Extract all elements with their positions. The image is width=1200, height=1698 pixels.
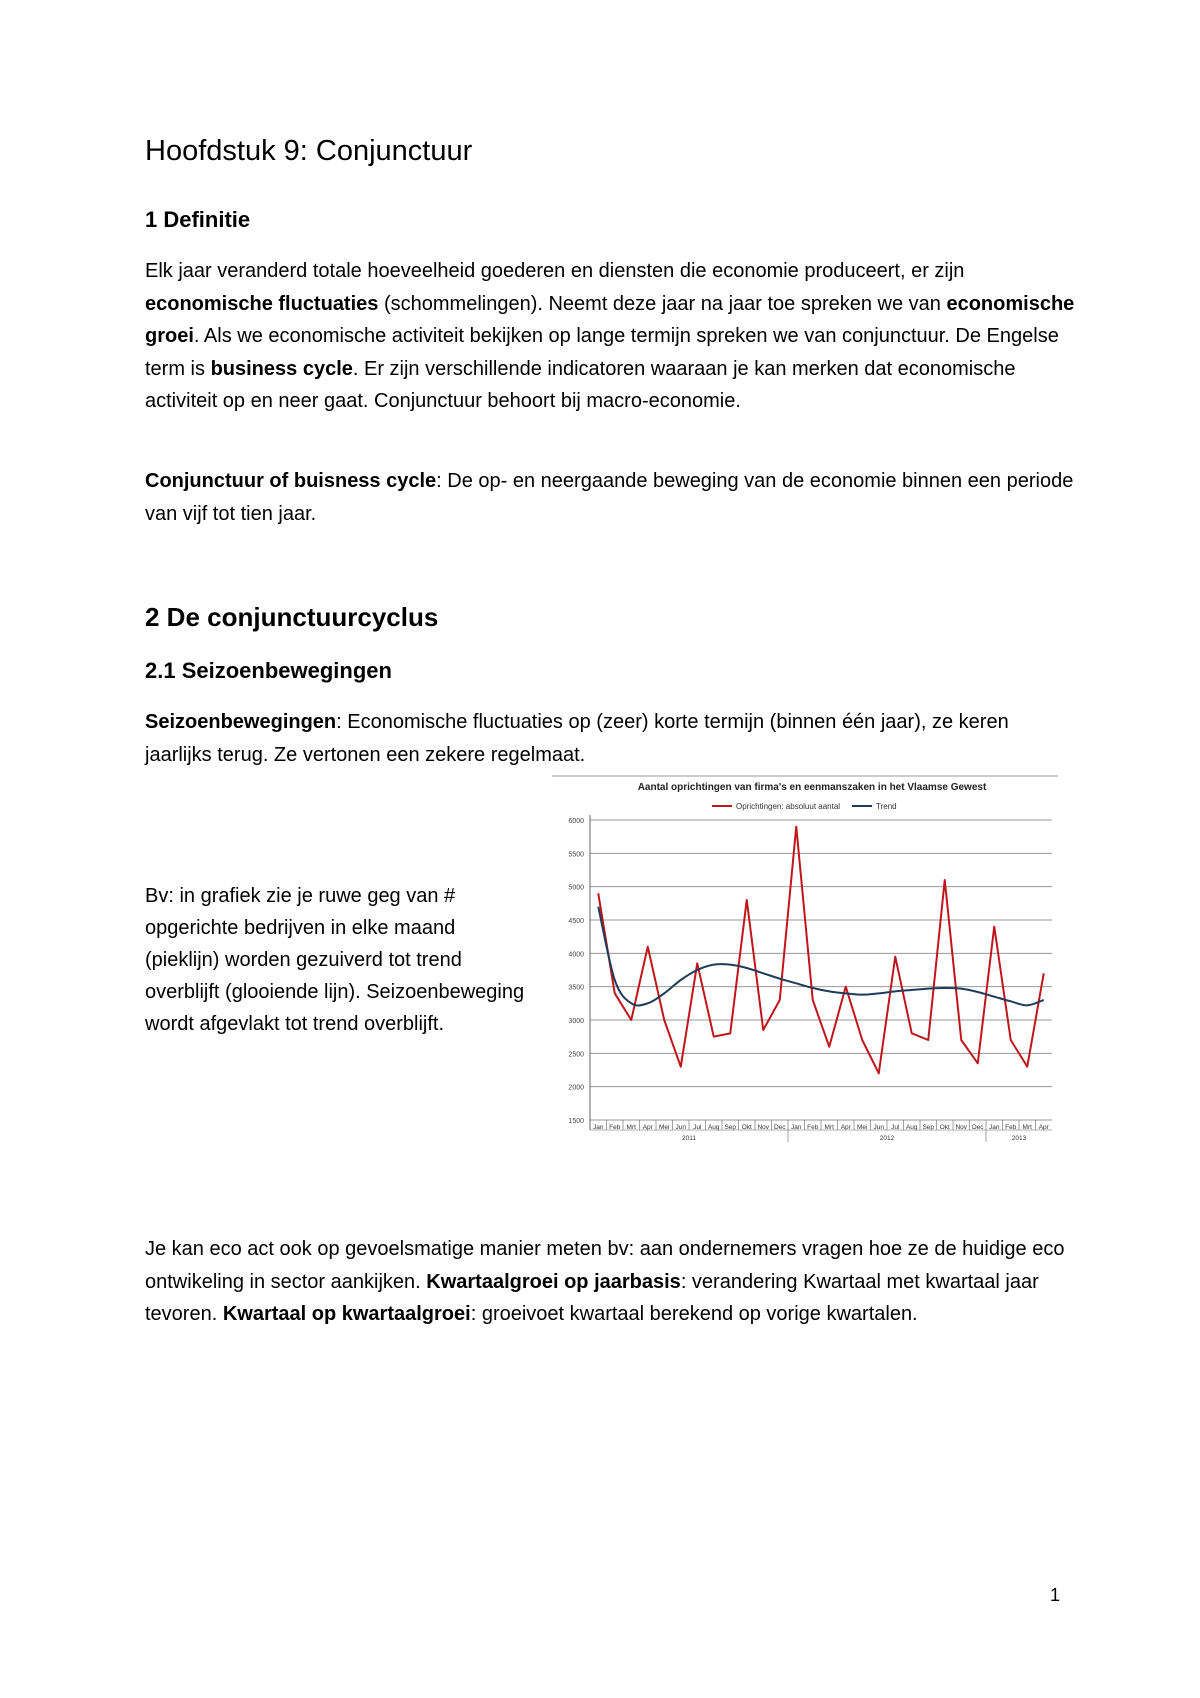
year-label: 2011: [682, 1135, 696, 1142]
x-tick-label: Apr: [642, 1124, 653, 1131]
y-tick-label: 5500: [568, 851, 584, 859]
definition-paragraph: Elk jaar veranderd totale hoeveelheid goederen en diensten die economie produceert, er zijn economische fluctuaties (schommelingen). Neemt deze jaar na jaar toe spreken we van economische groei. Als we economische activiteit bekijken op lange termijn spreken we van conjunctuur. De Engelse term is business cycle. Er zijn verschillende indicatoren waaraan je kan merken dat economische activiteit op en neer gaat. Conjunctuur behoort bij macro-economie.: [145, 260, 1075, 412]
term-kwartaal-op-kwartaalgroei: Kwartaal op kwartaalgroei: [222, 1303, 471, 1325]
y-tick-label: 5000: [568, 884, 584, 892]
term-seizoenbewegingen: Seizoenbewegingen: [145, 711, 337, 733]
x-tick-label: Mrt: [824, 1124, 834, 1131]
term-economische-fluctuaties: economische fluctuaties: [145, 292, 379, 315]
x-tick-label: Feb: [609, 1124, 621, 1131]
section-heading-conjunctuurcyclus: 2 De conjunctuurcyclus: [145, 602, 439, 632]
page-number: 1: [1050, 1585, 1061, 1605]
y-tick-label: 2000: [568, 1084, 584, 1092]
x-tick-label: Mrt: [626, 1124, 636, 1131]
year-label: 2013: [1011, 1135, 1027, 1142]
x-tick-label: Dec: [971, 1124, 984, 1131]
x-tick-label: Jul: [891, 1124, 900, 1131]
x-tick-label: Mei: [659, 1124, 670, 1131]
chart-explanation: Bv: in grafiek zie je ruwe geg van # opgerichte bedrijven in elke maand (pieklijn) worden gezuiverd tot trend overblijft (glooiende lijn). Seizoenbeweging wordt afgevlakt tot trend overblijft.: [145, 885, 525, 1035]
x-axis-ticks: [590, 1120, 1052, 1142]
y-tick-label: 1500: [568, 1118, 584, 1125]
x-tick-label: Feb: [1005, 1124, 1017, 1131]
year-label: 2012: [879, 1135, 895, 1142]
chapter-title: Hoofdstuk 9: Conjunctuur: [145, 135, 473, 167]
legend-label-0: Oprichtingen: absoluut aantal: [736, 802, 841, 811]
y-tick-label: 2500: [568, 1051, 584, 1059]
x-tick-label: Nov: [955, 1124, 968, 1131]
x-tick-label: Sep: [922, 1124, 935, 1131]
chart-title: Aantal oprichtingen van firma's en eenmanszaken in het Vlaamse Gewest: [637, 782, 987, 793]
x-tick-label: Apr: [840, 1124, 851, 1131]
x-tick-label: Mei: [857, 1124, 868, 1131]
subsection-heading-seizoenbewegingen: 2.1 Seizoenbewegingen: [145, 658, 392, 683]
x-tick-label: Feb: [807, 1124, 819, 1131]
chart-series: [598, 827, 1044, 1074]
y-tick-label: 4500: [568, 918, 584, 925]
x-tick-label: Nov: [757, 1124, 770, 1131]
chart-legend: [712, 802, 897, 811]
x-tick-label: Jan: [791, 1124, 802, 1131]
x-tick-label: Aug: [707, 1124, 720, 1131]
conjunctuur-definition: Conjunctuur of buisness cycle: De op- en neergaande beweging van de economie binnen een periode van vijf tot tien jaar.: [145, 470, 1074, 525]
term-business-cycle: business cycle: [210, 357, 353, 380]
y-tick-label: 3000: [568, 1018, 584, 1025]
measurement-paragraph: Je kan eco act ook op gevoelsmatige manier meten bv: aan ondernemers vragen hoe ze de huidige eco ontwikeling in sector aankijken. Kwartaalgroei op jaarbasis: verandering Kwartaal met kwartaal jaar tevoren. Kwartaal op kwartaalgroei: groeivoet kwartaal berekend op vorige kwartalen.: [145, 1238, 1065, 1325]
x-tick-label: Okt: [939, 1124, 950, 1131]
series-line-1: [598, 907, 1044, 1006]
y-axis-ticks: [568, 818, 584, 1125]
section-heading-definitie: 1 Definitie: [145, 207, 251, 232]
legend-label-1: Trend: [876, 802, 897, 811]
x-tick-label: Jan: [593, 1124, 604, 1131]
x-tick-label: Sep: [724, 1124, 737, 1131]
seasonal-chart: [552, 775, 1058, 1145]
x-tick-label: Jun: [873, 1124, 884, 1131]
x-tick-label: Jul: [693, 1124, 702, 1131]
x-tick-label: Okt: [741, 1124, 752, 1131]
x-tick-label: Aug: [905, 1124, 918, 1131]
x-tick-label: Apr: [1038, 1124, 1049, 1131]
y-tick-label: 6000: [568, 818, 584, 825]
x-tick-label: Mrt: [1022, 1124, 1032, 1131]
x-tick-label: Jun: [675, 1124, 686, 1131]
y-tick-label: 3500: [568, 984, 584, 992]
term-economische-groei: economische groei: [145, 292, 1075, 347]
x-tick-label: Dec: [773, 1124, 786, 1131]
x-tick-label: Jan: [989, 1124, 1000, 1131]
term-kwartaalgroei-op-jaarbasis: Kwartaalgroei op jaarbasis: [426, 1270, 681, 1293]
chart-grid: [590, 815, 1052, 1130]
term-conjunctuur: Conjunctuur of buisness cycle: [145, 470, 437, 492]
seizoenbewegingen-definition: Seizoenbewegingen: Economische fluctuaties op (zeer) korte termijn (binnen één jaar), ze keren jaarlijks terug. Ze vertonen een zekere regelmaat.: [145, 711, 1009, 766]
y-tick-label: 4000: [568, 951, 584, 959]
series-line-0: [598, 827, 1044, 1074]
